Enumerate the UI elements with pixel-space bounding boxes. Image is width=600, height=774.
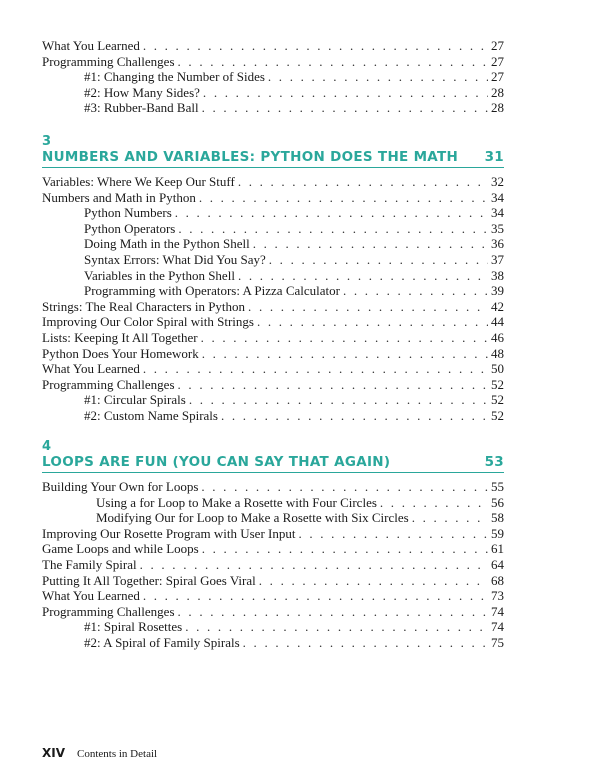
dot-leader xyxy=(199,190,488,206)
toc-entry-page: 61 xyxy=(491,541,504,557)
toc-entry-page: 73 xyxy=(491,588,504,604)
chapter-number: 4 xyxy=(42,439,52,454)
toc-entry-page: 38 xyxy=(491,267,504,283)
dot-leader xyxy=(412,510,488,526)
dot-leader xyxy=(238,268,488,284)
dot-leader xyxy=(178,221,488,237)
toc-entry-page: 64 xyxy=(491,556,504,572)
dot-leader xyxy=(269,252,488,268)
dot-leader xyxy=(343,283,488,299)
toc-entry-title: #3: Rubber-Band Ball xyxy=(84,100,199,116)
dot-leader xyxy=(380,495,488,511)
toc-section-continued xyxy=(42,38,504,116)
dot-leader xyxy=(185,619,488,635)
toc-entry[interactable] xyxy=(42,38,504,54)
toc-entry-title: Using a for Loop to Make a Rosette with Four Circles xyxy=(96,494,377,510)
dot-leader xyxy=(221,408,488,424)
toc-entry-page: 74 xyxy=(491,619,504,635)
dot-leader xyxy=(140,557,488,573)
toc-entry-title: Building Your Own for Loops xyxy=(42,479,199,494)
toc-entry-title: Variables in the Python Shell xyxy=(84,267,235,283)
toc-entry-page: 48 xyxy=(491,345,504,361)
dot-leader xyxy=(143,361,488,377)
toc-entry-page: 34 xyxy=(491,205,504,221)
toc-entry[interactable] xyxy=(42,510,504,526)
toc-entry-page: 35 xyxy=(491,220,504,236)
chapter-page: 53 xyxy=(484,454,504,470)
dot-leader xyxy=(178,604,488,620)
toc-entry-page: 52 xyxy=(491,392,504,408)
toc-entry-page: 52 xyxy=(491,376,504,392)
toc-entry-title: #1: Circular Spirals xyxy=(84,392,186,408)
toc-entry-page: 68 xyxy=(491,572,504,588)
toc-entry[interactable] xyxy=(42,314,504,330)
toc-entry-page: 42 xyxy=(491,298,504,314)
dot-leader xyxy=(268,69,488,85)
toc-entry[interactable] xyxy=(42,392,504,408)
toc-entry[interactable] xyxy=(42,100,504,116)
toc-entry[interactable] xyxy=(42,526,504,542)
page-folio: XIV xyxy=(42,746,66,760)
chapter-4-entries xyxy=(42,479,504,651)
toc-entry-title: Lists: Keeping It All Together xyxy=(42,329,198,345)
toc-entry-title: Programming Challenges xyxy=(42,603,175,619)
toc-entry-page: 50 xyxy=(491,361,504,377)
dot-leader xyxy=(238,174,488,190)
chapter-title: NUMBERS AND VARIABLES: PYTHON DOES THE MATH xyxy=(42,149,459,165)
toc-entry-page: 34 xyxy=(491,189,504,205)
toc-entry[interactable] xyxy=(42,619,504,635)
toc-entry[interactable] xyxy=(42,85,504,101)
toc-entry-title: Python Numbers xyxy=(84,205,172,221)
toc-entry-title: Improving Our Color Spiral with Strings xyxy=(42,314,254,330)
toc-entry-page: 28 xyxy=(491,84,504,100)
toc-entry-title: Modifying Our for Loop to Make a Rosette with Six Circles xyxy=(96,510,409,526)
toc-entry[interactable] xyxy=(42,408,504,424)
toc-entry-title: What You Learned xyxy=(42,38,140,53)
dot-leader xyxy=(248,299,488,315)
toc-entry-title: #2: Custom Name Spirals xyxy=(84,407,218,423)
chapter-number: 3 xyxy=(42,134,52,149)
toc-entry-title: Programming Challenges xyxy=(42,53,175,69)
toc-entry-title: Python Does Your Homework xyxy=(42,345,199,361)
dot-leader xyxy=(189,392,488,408)
dot-leader xyxy=(202,100,488,116)
toc-entry-page: 27 xyxy=(491,69,504,85)
toc-entry-title: Programming with Operators: A Pizza Calculator xyxy=(84,283,340,299)
toc-entry[interactable] xyxy=(42,221,504,237)
toc-entry-title: Improving Our Rosette Program with User Input xyxy=(42,525,296,541)
toc-entry-title: #2: How Many Sides? xyxy=(84,84,200,100)
chapter-3-entries xyxy=(42,174,504,424)
toc-entry[interactable] xyxy=(42,236,504,252)
toc-entry-page: 32 xyxy=(491,174,504,189)
toc-entry-page: 56 xyxy=(491,494,504,510)
dot-leader xyxy=(143,38,488,54)
chapter-title-row xyxy=(42,149,504,168)
chapter-title-row xyxy=(42,454,504,473)
toc-entry[interactable] xyxy=(42,495,504,511)
toc-entry-title: Variables: Where We Keep Our Stuff xyxy=(42,174,235,189)
toc-entry[interactable] xyxy=(42,54,504,70)
toc-entry-title: The Family Spiral xyxy=(42,556,137,572)
toc-entry[interactable] xyxy=(42,377,504,393)
dot-leader xyxy=(257,314,488,330)
toc-entry-title: What You Learned xyxy=(42,588,140,604)
toc-entry-title: Doing Math in the Python Shell xyxy=(84,236,250,252)
toc-entry-page: 44 xyxy=(491,314,504,330)
dot-leader xyxy=(202,346,488,362)
toc-entry[interactable] xyxy=(42,299,504,315)
toc-entry[interactable] xyxy=(42,190,504,206)
toc-entry[interactable] xyxy=(42,268,504,284)
dot-leader xyxy=(298,526,488,542)
toc-entry-page: 52 xyxy=(491,407,504,423)
toc-entry-page: 59 xyxy=(491,525,504,541)
toc-entry[interactable] xyxy=(42,346,504,362)
chapter-4-heading xyxy=(42,440,504,473)
toc-entry-title: What You Learned xyxy=(42,361,140,377)
toc-entry[interactable] xyxy=(42,283,504,299)
toc-entry[interactable] xyxy=(42,69,504,85)
toc-entry-title: #1: Spiral Rosettes xyxy=(84,619,183,635)
dot-leader xyxy=(202,541,488,557)
toc-entry-page: 74 xyxy=(491,603,504,619)
toc-entry[interactable] xyxy=(42,361,504,377)
toc-entry[interactable] xyxy=(42,174,504,190)
toc-entry-title: Game Loops and while Loops xyxy=(42,541,199,557)
toc-entry-title: Syntax Errors: What Did You Say? xyxy=(84,251,266,267)
dot-leader xyxy=(243,635,488,651)
chapter-title: LOOPS ARE FUN (YOU CAN SAY THAT AGAIN) xyxy=(42,454,391,470)
toc-entry-title: Python Operators xyxy=(84,220,176,236)
running-head: Contents in Detail xyxy=(77,748,158,760)
toc-entry-page: 36 xyxy=(491,236,504,252)
dot-leader xyxy=(175,205,488,221)
toc-entry-page: 58 xyxy=(491,510,504,526)
dot-leader xyxy=(201,330,488,346)
toc-entry[interactable] xyxy=(42,557,504,573)
toc-entry[interactable] xyxy=(42,604,504,620)
toc-entry-page: 55 xyxy=(491,479,504,494)
dot-leader xyxy=(203,85,488,101)
toc-entry-page: 28 xyxy=(491,100,504,116)
toc-entry-title: Numbers and Math in Python xyxy=(42,189,196,205)
dot-leader xyxy=(178,377,488,393)
dot-leader xyxy=(178,54,488,70)
toc-entry[interactable] xyxy=(42,252,504,268)
dot-leader xyxy=(253,236,488,252)
toc-entry-page: 46 xyxy=(491,329,504,345)
toc-entry-title: #2: A Spiral of Family Spirals xyxy=(84,634,240,650)
page-footer xyxy=(42,746,157,760)
toc-entry[interactable] xyxy=(42,205,504,221)
toc-entry-page: 39 xyxy=(491,283,504,299)
toc-entry-title: Programming Challenges xyxy=(42,376,175,392)
dot-leader xyxy=(201,479,488,495)
chapter-3-section xyxy=(42,135,504,424)
toc-entry-title: #1: Changing the Number of Sides xyxy=(84,69,265,85)
toc-entry-title: Putting It All Together: Spiral Goes Viral xyxy=(42,572,256,588)
dot-leader xyxy=(259,573,488,589)
dot-leader xyxy=(143,588,488,604)
toc-entry-title: Strings: The Real Characters in Python xyxy=(42,298,246,314)
toc-entry[interactable] xyxy=(42,479,504,495)
chapter-3-heading xyxy=(42,135,504,168)
toc-entry[interactable] xyxy=(42,588,504,604)
toc-entry-page: 27 xyxy=(491,38,504,53)
toc-entry[interactable] xyxy=(42,330,504,346)
chapter-page: 31 xyxy=(484,149,504,165)
toc-entry[interactable] xyxy=(42,573,504,589)
toc-entry[interactable] xyxy=(42,635,504,651)
chapter-4-section xyxy=(42,440,504,651)
toc-entry[interactable] xyxy=(42,541,504,557)
toc-entry-page: 75 xyxy=(491,634,504,650)
toc-entry-page: 27 xyxy=(491,53,504,69)
toc-entry-page: 37 xyxy=(491,251,504,267)
